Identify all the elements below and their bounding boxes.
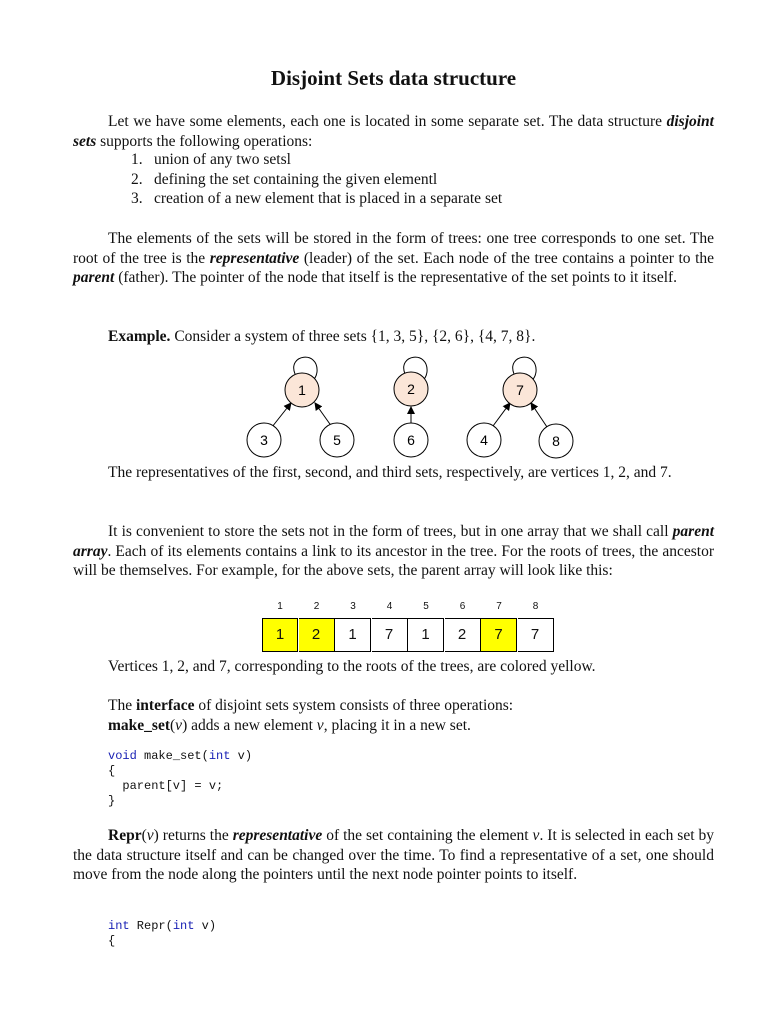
intro-text-end: supports the following operations: — [96, 132, 313, 150]
edge-3-1 — [272, 403, 291, 427]
term-representative: representative — [209, 249, 300, 267]
code-repr: int Repr(int v) { — [108, 919, 217, 948]
example-label: Example. — [108, 328, 171, 345]
array-index: 6 — [459, 601, 466, 612]
array-index: 4 — [386, 601, 393, 612]
array-cell: 2 — [445, 618, 481, 652]
term-disjoint-sets: disjoint sets — [73, 113, 714, 150]
representatives-paragraph: The representatives of the first, second, and third sets, respectively, are vertices 1, 2, and 7. — [108, 464, 672, 481]
parent-array — [262, 601, 556, 653]
array-cell: 7 — [518, 618, 554, 652]
node-label: 6 — [407, 432, 415, 448]
operations-list — [131, 150, 502, 209]
intro-paragraph — [73, 112, 714, 151]
term-parent-array: parent array — [73, 523, 714, 560]
node-label: 7 — [516, 382, 524, 398]
term-interface: interface — [135, 697, 195, 714]
array-cell: 1 — [335, 618, 371, 652]
disjoint-sets-tree-diagram — [235, 352, 585, 460]
make-set-description: make_set(v) adds a new element v, placing it in a new set. — [108, 717, 471, 734]
array-cell: 1 — [262, 618, 298, 652]
edge-5-1 — [315, 403, 332, 427]
array-cell: 1 — [408, 618, 444, 652]
term-parent: parent — [73, 269, 115, 286]
node-label: 8 — [552, 433, 560, 449]
edge-4-7 — [493, 403, 510, 426]
node-label: 1 — [298, 382, 306, 398]
list-item: 2. defining the set containing the given elementl — [131, 170, 438, 188]
array-cell: 2 — [299, 618, 335, 652]
list-item: 3. creation of a new element that is placed in a separate set — [131, 190, 503, 207]
list-item: 1. union of any two setsl — [131, 151, 291, 168]
array-cell: 7 — [372, 618, 408, 652]
trees-paragraph: The elements of the sets will be stored in the form of trees: one tree corresponds to one set. The root of the tree is the representative (leader) of the set. Each node of the tree contains a pointer to the parent (father). The pointer of the node that itself is the representative of the set points to it itself. — [73, 230, 715, 286]
array-paragraph: It is convenient to store the sets not in the form of trees, but in one array that we shall call parent array. Each of its elements contains a link to its ancestor in the tree. For the roots of trees, the ancestor will be themselves. For example, for the above sets, the parent array will look like this: — [73, 523, 714, 579]
repr-name: Repr — [108, 827, 142, 844]
make-set-name: make_set — [108, 717, 170, 734]
node-label: 3 — [260, 432, 268, 448]
node-label: 5 — [333, 432, 341, 448]
interface-paragraph: The interface of disjoint sets system consists of three operations: — [108, 697, 514, 714]
node-label: 2 — [407, 381, 415, 397]
intro-text: Let we have some elements, each one is located in some separate set. The data structure — [108, 113, 667, 130]
node-label: 4 — [480, 432, 488, 448]
term-representative-2: representative — [232, 827, 323, 844]
array-index: 5 — [423, 601, 429, 612]
array-index: 3 — [350, 601, 356, 612]
edge-8-7 — [531, 403, 547, 427]
array-cell: 7 — [481, 618, 517, 652]
array-index: 8 — [532, 601, 539, 612]
code-make-set: void make_set(int v) { parent[v] = v; } — [108, 749, 253, 808]
array-index: 2 — [313, 601, 320, 612]
array-index: 1 — [277, 601, 283, 612]
example-paragraph: Example. Consider a system of three sets {1, 3, 5}, {2, 6}, {4, 7, 8}. — [108, 328, 536, 345]
array-index: 7 — [496, 601, 502, 612]
repr-paragraph: Repr(v) returns the representative of the set containing the element v. It is selected in each set by the data structure itself and can be changed over the time. To find a representative of a set, one should move from the node along the pointers until the next node pointer points to itself. — [73, 827, 714, 883]
yellow-paragraph: Vertices 1, 2, and 7, corresponding to the roots of the trees, are colored yellow. — [108, 658, 596, 675]
page-title: Disjoint Sets data structure — [270, 66, 517, 90]
